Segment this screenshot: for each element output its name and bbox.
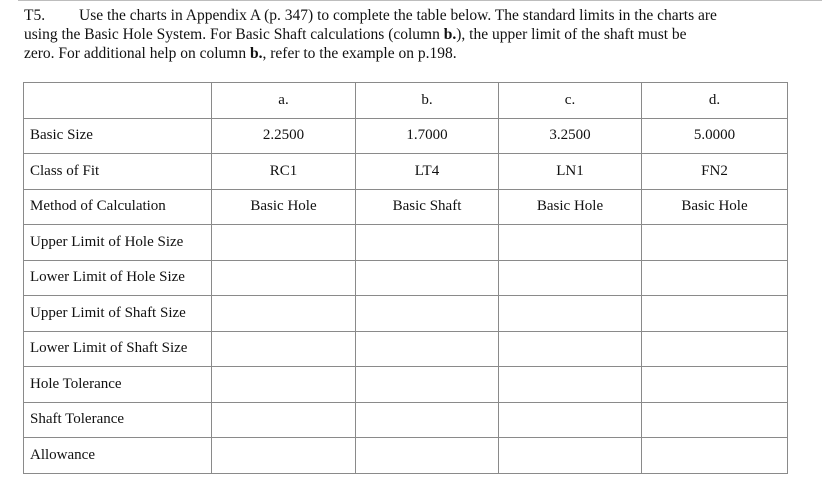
answer-cell[interactable] xyxy=(499,402,642,438)
answer-cell[interactable] xyxy=(212,367,356,403)
header-corner-cell xyxy=(24,83,212,119)
table-row xyxy=(24,225,788,261)
answer-cell[interactable] xyxy=(499,225,642,261)
table-cell: Basic Hole xyxy=(212,189,356,225)
fits-table xyxy=(23,82,788,474)
instructions-text-2b: ), the upper limit of the shaft must be xyxy=(456,26,687,43)
instructions xyxy=(24,6,814,63)
table-row xyxy=(24,154,788,190)
table-row xyxy=(24,260,788,296)
answer-cell[interactable] xyxy=(212,296,356,332)
answer-cell[interactable] xyxy=(356,296,499,332)
table-cell: 3.2500 xyxy=(499,118,642,154)
table-row xyxy=(24,189,788,225)
row-label-hole-tolerance: Hole Tolerance xyxy=(24,367,212,403)
answer-cell[interactable] xyxy=(499,438,642,474)
answer-cell[interactable] xyxy=(356,367,499,403)
answer-cell[interactable] xyxy=(642,367,788,403)
column-header-c: c. xyxy=(499,83,642,119)
answer-cell[interactable] xyxy=(356,331,499,367)
answer-cell[interactable] xyxy=(642,402,788,438)
answer-cell[interactable] xyxy=(499,367,642,403)
row-label-method-of-calculation: Method of Calculation xyxy=(24,189,212,225)
answer-cell[interactable] xyxy=(212,225,356,261)
answer-cell[interactable] xyxy=(356,225,499,261)
column-header-a: a. xyxy=(212,83,356,119)
row-label-upper-limit-hole: Upper Limit of Hole Size xyxy=(24,225,212,261)
table-row xyxy=(24,331,788,367)
answer-cell[interactable] xyxy=(642,296,788,332)
table-cell: LN1 xyxy=(499,154,642,190)
answer-cell[interactable] xyxy=(642,260,788,296)
answer-cell[interactable] xyxy=(212,438,356,474)
answer-cell[interactable] xyxy=(356,260,499,296)
row-label-class-of-fit: Class of Fit xyxy=(24,154,212,190)
table-cell: FN2 xyxy=(642,154,788,190)
row-label-allowance: Allowance xyxy=(24,438,212,474)
answer-cell[interactable] xyxy=(499,260,642,296)
instructions-text-3a: zero. For additional help on column xyxy=(24,45,250,62)
table-cell: Basic Hole xyxy=(499,189,642,225)
answer-cell[interactable] xyxy=(212,402,356,438)
answer-cell[interactable] xyxy=(212,331,356,367)
instructions-bold-column-b-2: b. xyxy=(250,45,263,62)
row-label-basic-size: Basic Size xyxy=(24,118,212,154)
answer-cell[interactable] xyxy=(499,296,642,332)
row-label-shaft-tolerance: Shaft Tolerance xyxy=(24,402,212,438)
answer-cell[interactable] xyxy=(499,331,642,367)
table-cell: Basic Hole xyxy=(642,189,788,225)
top-rule xyxy=(18,0,822,1)
table-cell: 5.0000 xyxy=(642,118,788,154)
table-row xyxy=(24,367,788,403)
task-number: T5. xyxy=(24,7,46,24)
column-header-b: b. xyxy=(356,83,499,119)
answer-cell[interactable] xyxy=(642,331,788,367)
table-row xyxy=(24,402,788,438)
instructions-text-3b: , refer to the example on p.198. xyxy=(262,45,457,62)
table-row xyxy=(24,296,788,332)
row-label-lower-limit-hole: Lower Limit of Hole Size xyxy=(24,260,212,296)
instructions-line-3 xyxy=(24,44,814,63)
table-row xyxy=(24,438,788,474)
table-row xyxy=(24,118,788,154)
table-cell: LT4 xyxy=(356,154,499,190)
instructions-bold-column-b: b. xyxy=(443,26,457,43)
row-label-lower-limit-shaft: Lower Limit of Shaft Size xyxy=(24,331,212,367)
table-cell: 1.7000 xyxy=(356,118,499,154)
table-cell: 2.2500 xyxy=(212,118,356,154)
instructions-line-1 xyxy=(24,6,814,25)
answer-cell[interactable] xyxy=(356,402,499,438)
column-header-d: d. xyxy=(642,83,788,119)
table-header-row xyxy=(24,83,788,119)
instructions-text-1: Use the charts in Appendix A (p. 347) to complete the table below. The standard limits in the charts are xyxy=(79,7,717,24)
answer-cell[interactable] xyxy=(212,260,356,296)
answer-cell[interactable] xyxy=(642,438,788,474)
answer-cell[interactable] xyxy=(642,225,788,261)
table-cell: Basic Shaft xyxy=(356,189,499,225)
table-cell: RC1 xyxy=(212,154,356,190)
row-label-upper-limit-shaft: Upper Limit of Shaft Size xyxy=(24,296,212,332)
instructions-text-2a: using the Basic Hole System. For Basic Shaft calculations (column xyxy=(24,26,444,43)
instructions-line-2 xyxy=(24,25,814,44)
answer-cell[interactable] xyxy=(356,438,499,474)
